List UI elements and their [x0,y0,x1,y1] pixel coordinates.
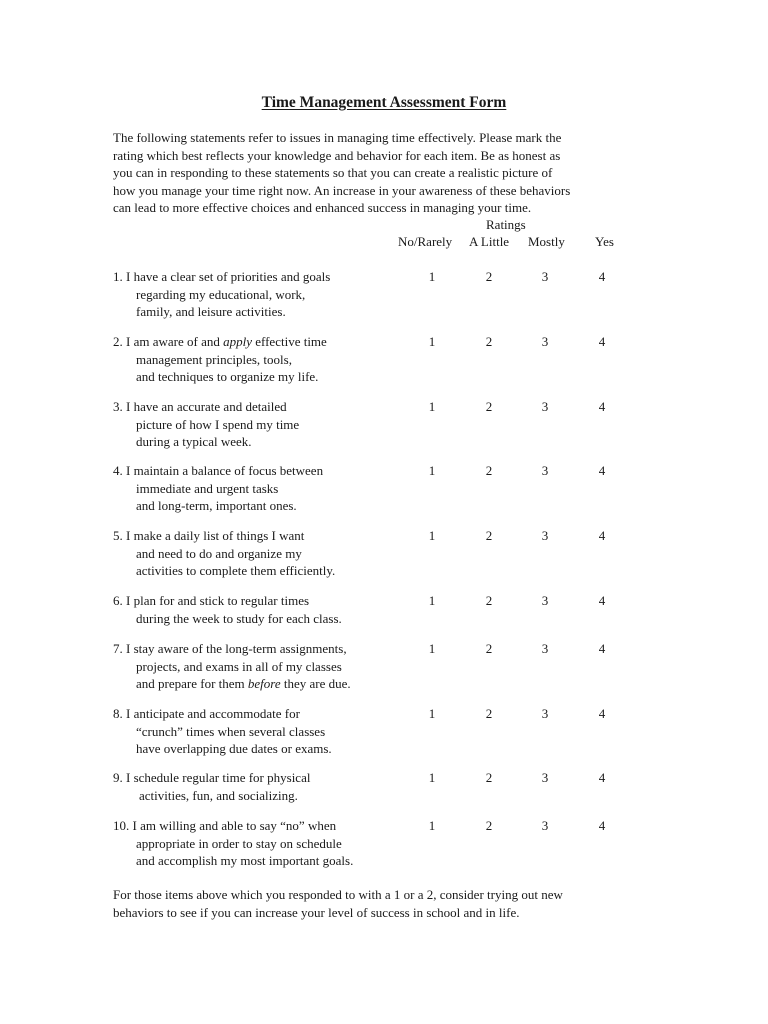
item-statement [113,705,332,758]
rating-option-3[interactable]: 3 [541,706,549,721]
assessment-item-7 [113,640,733,700]
rating-option-2[interactable]: 2 [485,770,493,785]
item-statement [113,398,299,451]
rating-option-2[interactable]: 2 [485,818,493,833]
item-line: and techniques to organize my life. [136,369,319,385]
assessment-item-5 [113,527,733,587]
item-statement [113,640,351,693]
item-line: I make a daily list of things I want [126,528,305,543]
closing-paragraph [113,886,673,921]
item-statement [113,769,310,804]
rating-option-2[interactable]: 2 [485,269,493,284]
rating-option-3[interactable]: 3 [541,770,549,785]
rating-option-1[interactable]: 1 [428,334,436,349]
intro-paragraph [113,129,673,217]
rating-option-2[interactable]: 2 [485,641,493,656]
rating-option-4[interactable]: 4 [598,269,606,284]
item-line: and need to do and organize my [136,545,302,561]
rating-option-3[interactable]: 3 [541,593,549,608]
ratings-header: Ratings [486,217,526,232]
item-line: I maintain a balance of focus between [126,463,324,478]
item-line: immediate and urgent tasks [136,480,279,496]
item-line: effective time [251,334,327,349]
closing-line: For those items above which you responded to with a 1 or a 2, consider trying out new [113,887,563,902]
item-line: I plan for and stick to regular times [126,593,310,608]
item-line: picture of how I spend my time [136,416,300,432]
item-statement [113,333,327,386]
item-number: 8. [113,706,123,721]
item-line: family, and leisure activities. [136,304,286,320]
rating-option-3[interactable]: 3 [541,334,549,349]
rating-option-2[interactable]: 2 [485,528,493,543]
item-statement [113,817,353,870]
item-statement [113,527,335,580]
rating-option-1[interactable]: 1 [428,463,436,478]
item-line: and prepare for them [136,676,248,692]
item-line: appropriate in order to stay on schedule [136,835,342,851]
rating-option-1[interactable]: 1 [428,528,436,543]
intro-line: The following statements refer to issues in managing time effectively. Please mark the [113,130,562,145]
item-line: and long-term, important ones. [136,498,297,514]
item-line: have overlapping due dates or exams. [136,741,332,757]
rating-option-3[interactable]: 3 [541,399,549,414]
rating-option-1[interactable]: 1 [428,818,436,833]
rating-option-4[interactable]: 4 [598,463,606,478]
item-line: I schedule regular time for physical [126,770,311,785]
column-header-no-rarely: No/Rarely [398,234,453,249]
assessment-item-4 [113,462,733,522]
intro-line: rating which best reflects your knowledge and behavior for each item. Be as honest as [113,147,561,163]
assessment-item-3 [113,398,733,458]
item-line: regarding my educational, work, [136,286,306,302]
rating-option-4[interactable]: 4 [598,593,606,608]
assessment-item-2 [113,333,733,393]
rating-option-4[interactable]: 4 [598,399,606,414]
rating-option-3[interactable]: 3 [541,269,549,284]
rating-option-2[interactable]: 2 [485,593,493,608]
item-statement [113,462,323,515]
item-line: projects, and exams in all of my classes [136,658,342,674]
rating-option-3[interactable]: 3 [541,641,549,656]
item-number: 9. [113,770,123,785]
item-number: 1. [113,269,123,284]
assessment-item-8 [113,705,733,765]
rating-option-4[interactable]: 4 [598,818,606,833]
item-line: and accomplish my most important goals. [136,853,354,869]
item-number: 10. [113,818,130,833]
rating-option-1[interactable]: 1 [428,641,436,656]
item-line: management principles, tools, [136,351,292,367]
rating-option-2[interactable]: 2 [485,399,493,414]
item-line: I am willing and able to say “no” when [132,818,337,833]
intro-line: how you manage your time right now. An increase in your awareness of these behaviors [113,182,571,198]
rating-option-4[interactable]: 4 [598,770,606,785]
rating-option-3[interactable]: 3 [541,818,549,833]
rating-option-1[interactable]: 1 [428,399,436,414]
rating-option-1[interactable]: 1 [428,706,436,721]
column-header-yes: Yes [595,234,614,249]
item-statement [113,268,330,321]
rating-option-3[interactable]: 3 [541,528,549,543]
assessment-item-1 [113,268,733,328]
rating-option-1[interactable]: 1 [428,770,436,785]
rating-option-4[interactable]: 4 [598,528,606,543]
item-number: 3. [113,399,123,414]
intro-line: can lead to more effective choices and enhanced success in managing your time. [113,200,532,215]
rating-option-1[interactable]: 1 [428,269,436,284]
rating-option-2[interactable]: 2 [485,706,493,721]
item-statement [113,592,342,627]
item-line: I have a clear set of priorities and goals [126,269,331,284]
assessment-item-10 [113,817,733,877]
rating-option-4[interactable]: 4 [598,706,606,721]
item-line: activities to complete them efficiently. [136,563,336,579]
form-title: Time Management Assessment Form [261,94,507,111]
item-number: 7. [113,641,123,656]
item-number: 2. [113,334,123,349]
item-line: I have an accurate and detailed [126,399,287,414]
closing-line: behaviors to see if you can increase your level of success in school and in life. [113,904,520,920]
rating-option-2[interactable]: 2 [485,463,493,478]
rating-option-4[interactable]: 4 [598,641,606,656]
item-number: 4. [113,463,123,478]
rating-option-1[interactable]: 1 [428,593,436,608]
intro-line: you can in responding to these statements so that you can create a realistic picture of [113,165,553,180]
item-number: 6. [113,593,123,608]
item-emphasis: apply [223,334,252,349]
rating-option-4[interactable]: 4 [598,334,606,349]
item-line: during the week to study for each class. [136,610,342,626]
item-line: I am aware of and [126,334,224,349]
column-header-a-little: A Little [469,234,510,249]
item-line: I anticipate and accommodate for [126,706,300,721]
item-emphasis: before [247,676,281,692]
item-line: “crunch” times when several classes [136,723,326,739]
item-line: during a typical week. [136,434,252,450]
rating-option-2[interactable]: 2 [485,334,493,349]
rating-option-3[interactable]: 3 [541,463,549,478]
item-line: I stay aware of the long-term assignments, [126,641,347,656]
item-line: they are due. [280,676,351,692]
item-line: activities, fun, and socializing. [139,787,298,803]
item-number: 5. [113,528,123,543]
column-header-mostly: Mostly [528,234,565,249]
